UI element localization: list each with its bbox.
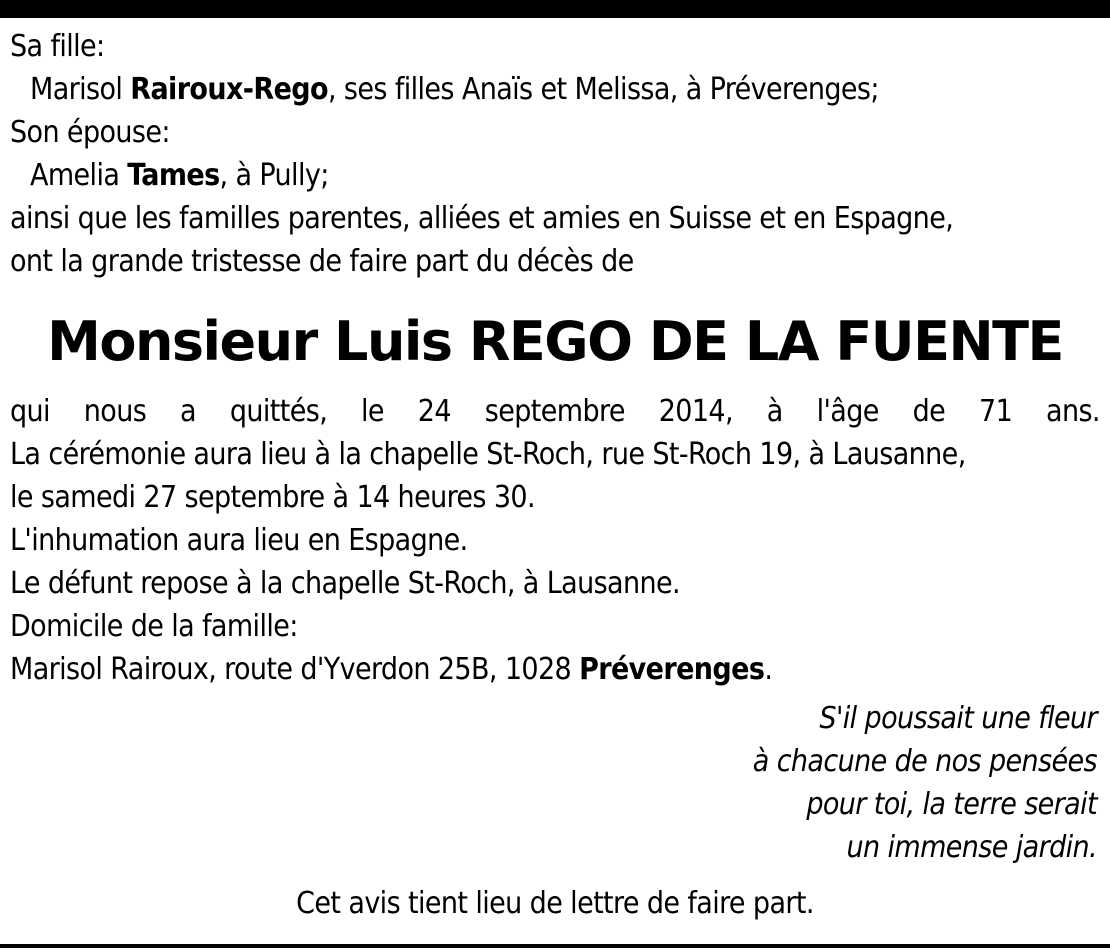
wife-line — [10, 154, 1100, 197]
passed-word: 2014, — [658, 394, 733, 429]
quote-line: pour toi, la terre serait — [806, 787, 1097, 822]
daughter-prefix: Marisol — [30, 72, 131, 107]
rest-line: Le défunt repose à la chapelle St-Roch, à Lausanne. — [10, 566, 680, 601]
home-city: Préverenges — [579, 652, 765, 687]
passed-word: qui — [10, 394, 50, 429]
ceremony-date-line: le samedi 27 septembre à 14 heures 30. — [10, 480, 535, 515]
deceased-name: Monsieur Luis REGO DE LA FUENTE — [47, 310, 1063, 373]
daughter-surname: Rairoux-Rego — [130, 72, 328, 107]
quote-line: S'il poussait une fleur — [819, 701, 1097, 736]
ceremony-line: La cérémonie aura lieu à la chapelle St-Roch, rue St-Roch 19, à Lausanne, — [10, 437, 966, 472]
passed-word: 71 — [979, 394, 1013, 429]
passed-word: 24 — [417, 394, 451, 429]
daughter-line — [10, 68, 1100, 111]
wife-label: Son épouse: — [10, 115, 170, 150]
passed-word: de — [912, 394, 946, 429]
announce-line: ont la grande tristesse de faire part du décès de — [10, 244, 634, 279]
daughter-label: Sa fille: — [10, 29, 105, 64]
passed-word: a — [180, 394, 196, 429]
top-rule — [0, 0, 1110, 18]
home-address-prefix: Marisol Rairoux, route d'Yverdon 25B, 1028 — [10, 652, 580, 687]
passed-line — [10, 390, 1100, 433]
wife-prefix: Amelia — [30, 158, 128, 193]
passed-word: septembre — [484, 394, 625, 429]
passed-word: à — [766, 394, 783, 429]
memorial-quote — [10, 697, 1100, 869]
passed-word: ans. — [1046, 394, 1100, 429]
relatives-line: ainsi que les familles parentes, alliées et amies en Suisse et en Espagne, — [10, 201, 954, 236]
passed-word: quittés, — [229, 394, 328, 429]
home-label: Domicile de la famille: — [10, 609, 298, 644]
passed-word: nous — [83, 394, 147, 429]
daughter-suffix: , ses filles Anaïs et Melissa, à Préverenges; — [327, 72, 879, 107]
details-block — [10, 390, 1100, 691]
wife-suffix: , à Pully; — [219, 158, 329, 193]
quote-line: un immense jardin. — [846, 830, 1097, 865]
home-address-suffix: . — [764, 652, 773, 687]
obituary-notice — [10, 25, 1100, 925]
bottom-rule — [0, 944, 1110, 948]
home-address — [10, 648, 1100, 691]
passed-word: le — [361, 394, 384, 429]
quote-line: à chacune de nos pensées — [752, 744, 1097, 779]
closing-note: Cet avis tient lieu de lettre de faire part. — [296, 886, 814, 921]
burial-line: L'inhumation aura lieu en Espagne. — [10, 523, 468, 558]
passed-word: l'âge — [816, 394, 879, 429]
wife-surname: Tames — [127, 158, 220, 193]
